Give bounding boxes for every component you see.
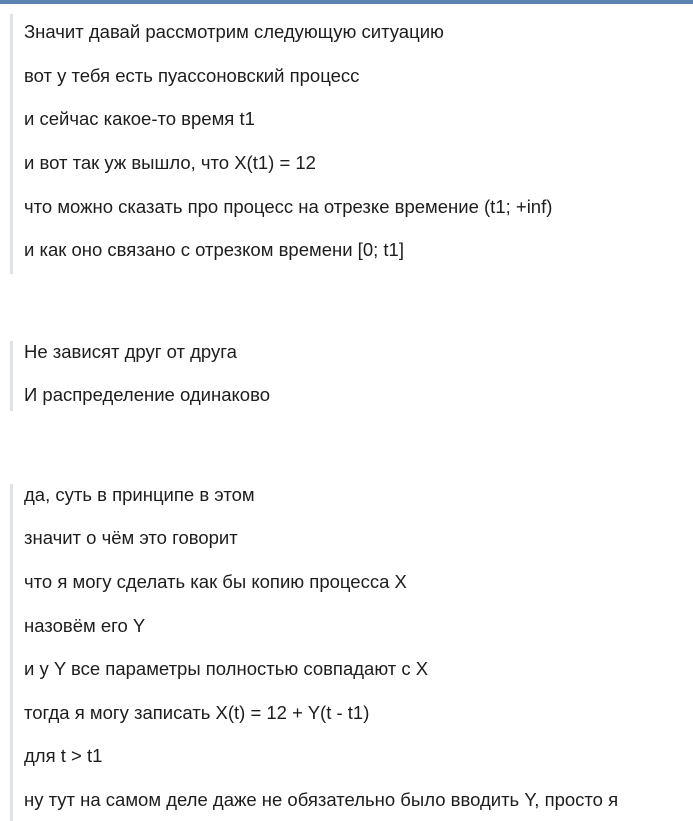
message-line: и у Y все параметры полностью совпадают с X — [24, 658, 429, 679]
message-line: Значит давай рассмотрим следующую ситуацию — [24, 21, 444, 42]
message-line: вот у тебя есть пуассоновский процесс — [24, 65, 360, 86]
message-line: что я могу сделать как бы копию процесса X — [24, 571, 407, 592]
message-line: и сейчас какое-то время t1 — [24, 108, 255, 129]
message-line: и вот так уж вышло, что X(t1) = 12 — [24, 152, 316, 173]
message-line: назовём его Y — [24, 615, 146, 636]
message-line: ну тут на самом деле даже не обязательно было вводить Y, просто я — [24, 789, 619, 810]
message-line: да, суть в принципе в этом — [24, 484, 255, 505]
message-line: Не зависят друг от друга — [24, 341, 237, 362]
message-group — [10, 14, 683, 274]
message-line: значит о чём это говорит — [24, 527, 238, 548]
message-line: И распределение одинаково — [24, 384, 271, 405]
top-accent-bar — [0, 0, 693, 4]
message-group — [10, 484, 683, 821]
message-line: и как оно связано с отрезком времени [0; t1] — [24, 239, 404, 260]
message-line: что можно сказать про процесс на отрезке времение (t1; +inf) — [24, 196, 553, 217]
message-group — [10, 341, 683, 411]
message-line: для t > t1 — [24, 745, 103, 766]
message-line: тогда я могу записать X(t) = 12 + Y(t - t1) — [24, 702, 370, 723]
